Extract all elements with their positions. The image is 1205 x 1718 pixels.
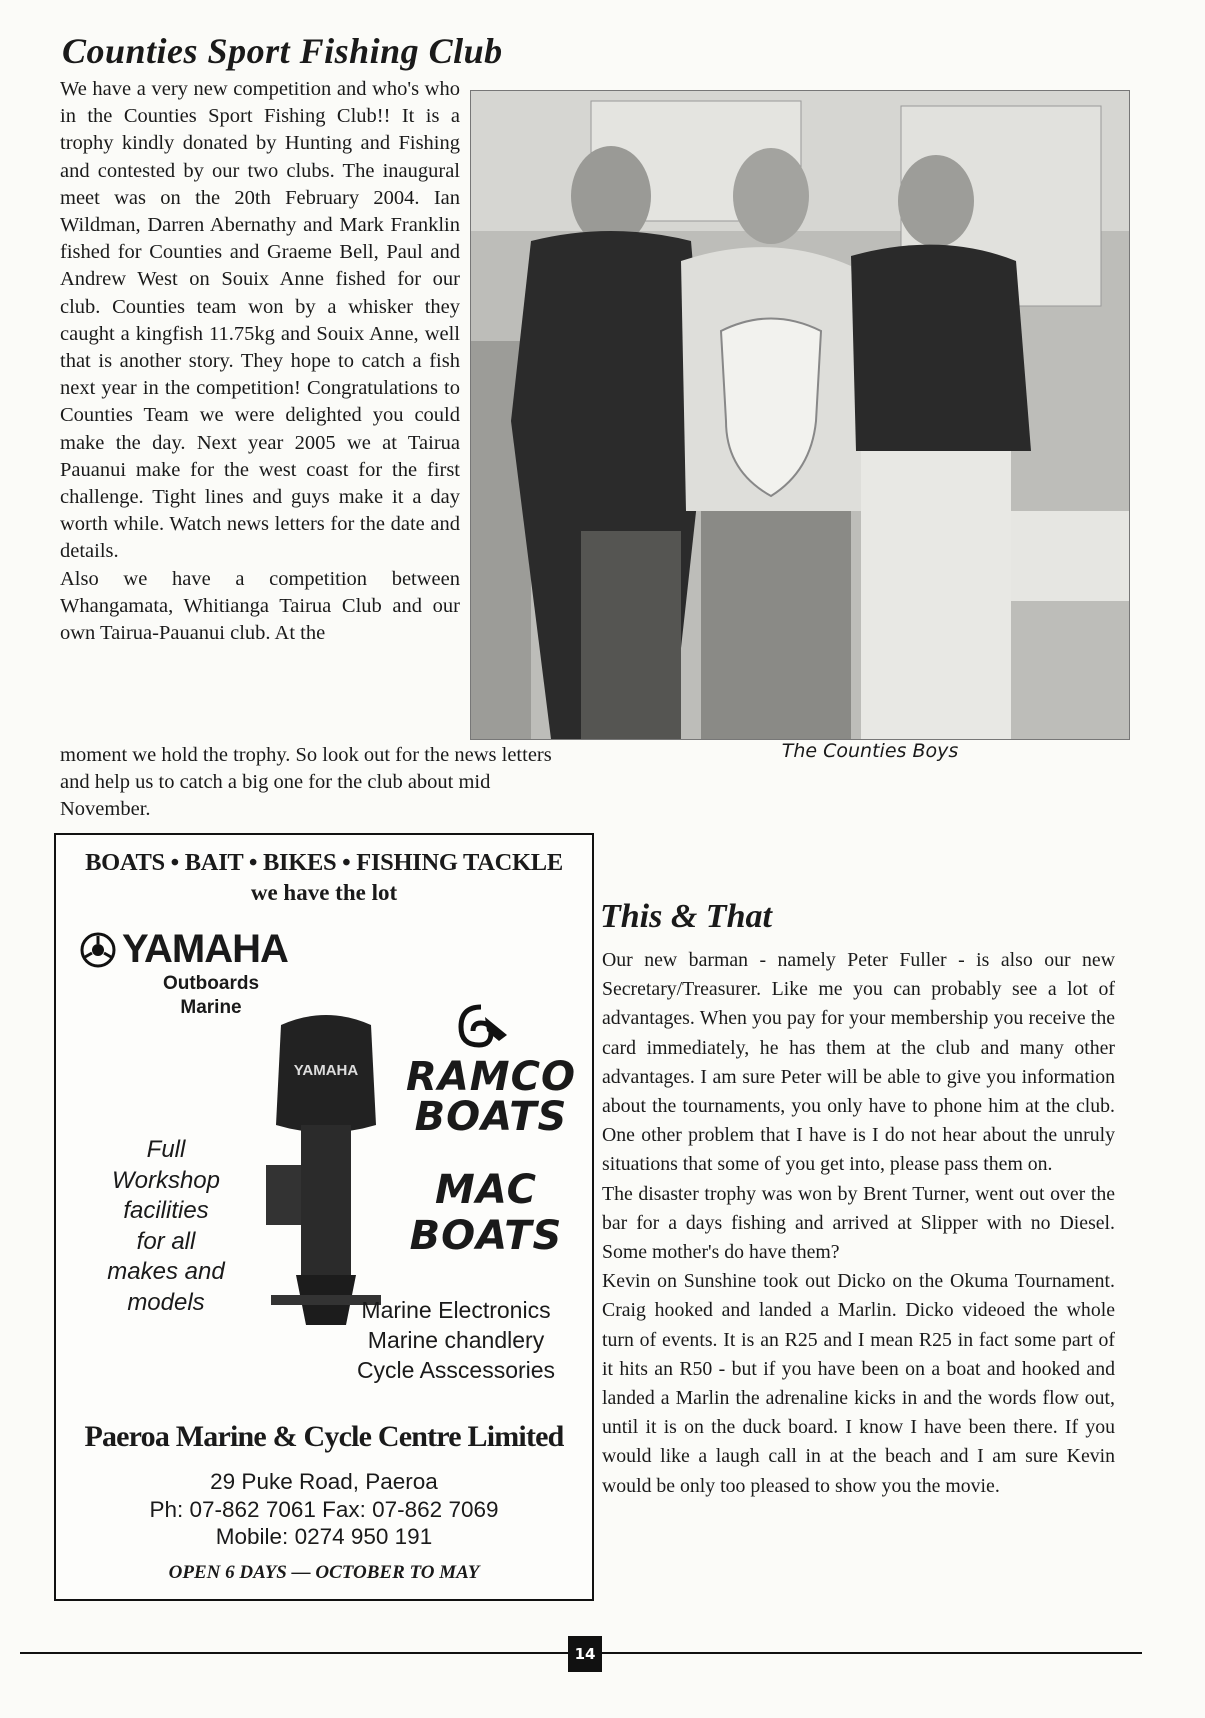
ramco-boats-logo <box>391 1054 591 1140</box>
photo-illustration <box>471 91 1129 739</box>
article-title-this-and-that: This & That <box>600 898 772 935</box>
services-list <box>336 1295 576 1385</box>
ad-headline: BOATS • BAIT • BIKES • FISHING TACKLE <box>85 849 563 876</box>
article-paragraph: We have a very new competition and who's who in the Counties Sport Fishing Club!! It is a trophy kindly donated by Hunting and Fishing and contested by our two clubs. The inaugural meet was on the 20th February 2004. Ian Wildman, Darren Abernathy and Mark Franklin fished for Counties and Graeme Bell, Paul and Andrew West on Souix Anne fished for our club. Counties team won by a whisker they caught a kingfish 11.75kg and Souix Anne, well that is another story. They hope to catch a fish next year in the competition! Congratulations to Counties Team we were delighted you could make the day. Next year 2005 we at Tairua Pauanui make for the west coast for the first challenge. Tight lines and guys make it a day worth while. Watch news letters for the date and details. <box>60 78 460 563</box>
yamaha-wordmark: YAMAHA <box>122 927 288 971</box>
article-paragraph: Our new barman - namely Peter Fuller - is also our new Secretary/Treasurer. Like me you can probably see a lot of advantages. When you pay for your membership you receive the card immediately, he has them at the club and many other advantages. I am sure Peter will be able to give you information about the tournaments, you only have to phone him at the club. One other problem that I have is I do not hear about the unruly situations that some of you get into, please pass them on. <box>602 949 1115 1176</box>
article-body-this-and-that <box>602 946 1115 1501</box>
page-number: 14 <box>568 1636 602 1672</box>
company-name: Paeroa Marine & Cycle Centre Limited <box>84 1420 564 1453</box>
workshop-line: facilities <box>123 1197 209 1224</box>
address: 29 Puke Road, Paeroa <box>210 1469 438 1494</box>
workshop-line: makes and <box>107 1258 225 1285</box>
article-title-counties: Counties Sport Fishing Club <box>62 31 503 71</box>
photo-caption: The Counties Boys <box>781 740 959 762</box>
article-paragraph: Also we have a competition between Whangamata, Whitianga Tairua Club and our own Tairua-Pauanui club. At the <box>60 567 460 645</box>
outboard-motor-icon <box>251 1005 401 1335</box>
opening-hours: OPEN 6 DAYS — OCTOBER TO MAY <box>168 1562 480 1583</box>
article-body-counties-continued: moment we hold the trophy. So look out for the news letters and help us to catch a big one for the club about mid November. <box>60 744 552 821</box>
yamaha-logo <box>80 927 288 972</box>
phone-fax: Ph: 07-862 7061 Fax: 07-862 7069 <box>149 1496 499 1522</box>
mac-word: MAC <box>435 1167 537 1213</box>
engine-label: YAMAHA <box>293 1062 359 1079</box>
footer-rule-left <box>20 1652 568 1654</box>
service-item: Marine Electronics <box>361 1297 551 1323</box>
ram-head-icon <box>451 997 511 1057</box>
contact-details <box>56 1468 592 1551</box>
advertisement-paeroa-marine <box>54 833 594 1601</box>
footer-rule-right <box>602 1652 1142 1654</box>
yamaha-tuning-fork-icon <box>80 932 116 968</box>
service-item: Cycle Asscessories <box>356 1357 556 1383</box>
article-body-counties <box>60 76 460 647</box>
mac-boats-word: BOATS <box>409 1213 563 1259</box>
ramco-boats-word: BOATS <box>414 1094 568 1140</box>
workshop-line: Full <box>146 1136 186 1163</box>
yamaha-outboards: Outboards <box>162 973 260 994</box>
mac-boats-logo <box>386 1167 586 1259</box>
article-paragraph: Kevin on Sunshine took out Dicko on the Okuma Tournament. Craig hooked and landed a Marlin. Dicko videoed the whole turn of events. It is an R25 and I mean R25 in fact some part of it hits an R50 - but if you have been on a boat and hooked and landed a Marlin the adrenaline kicks in and the words flow out, until it is on the duck board. I know I have been there. If you would like a laugh call in at the beach and I am sure Kevin would be only too pleased to show you the movie. <box>602 1270 1115 1497</box>
article-paragraph: The disaster trophy was won by Brent Turner, went out over the bar for a days fishing and arrived at Slipper with no Diesel. Some mother's do have them? <box>602 1182 1115 1264</box>
photo-counties-boys <box>470 90 1130 740</box>
workshop-text <box>76 1135 256 1318</box>
ad-subheadline: we have the lot <box>250 880 398 905</box>
yamaha-marine: Marine <box>180 997 242 1018</box>
ramco-word: RAMCO <box>406 1054 576 1100</box>
workshop-line: models <box>127 1288 205 1316</box>
workshop-line: Workshop <box>111 1166 221 1194</box>
workshop-line: for all <box>136 1227 196 1255</box>
mobile: Mobile: 0274 950 191 <box>215 1524 433 1549</box>
service-item: Marine chandlery <box>367 1327 545 1353</box>
